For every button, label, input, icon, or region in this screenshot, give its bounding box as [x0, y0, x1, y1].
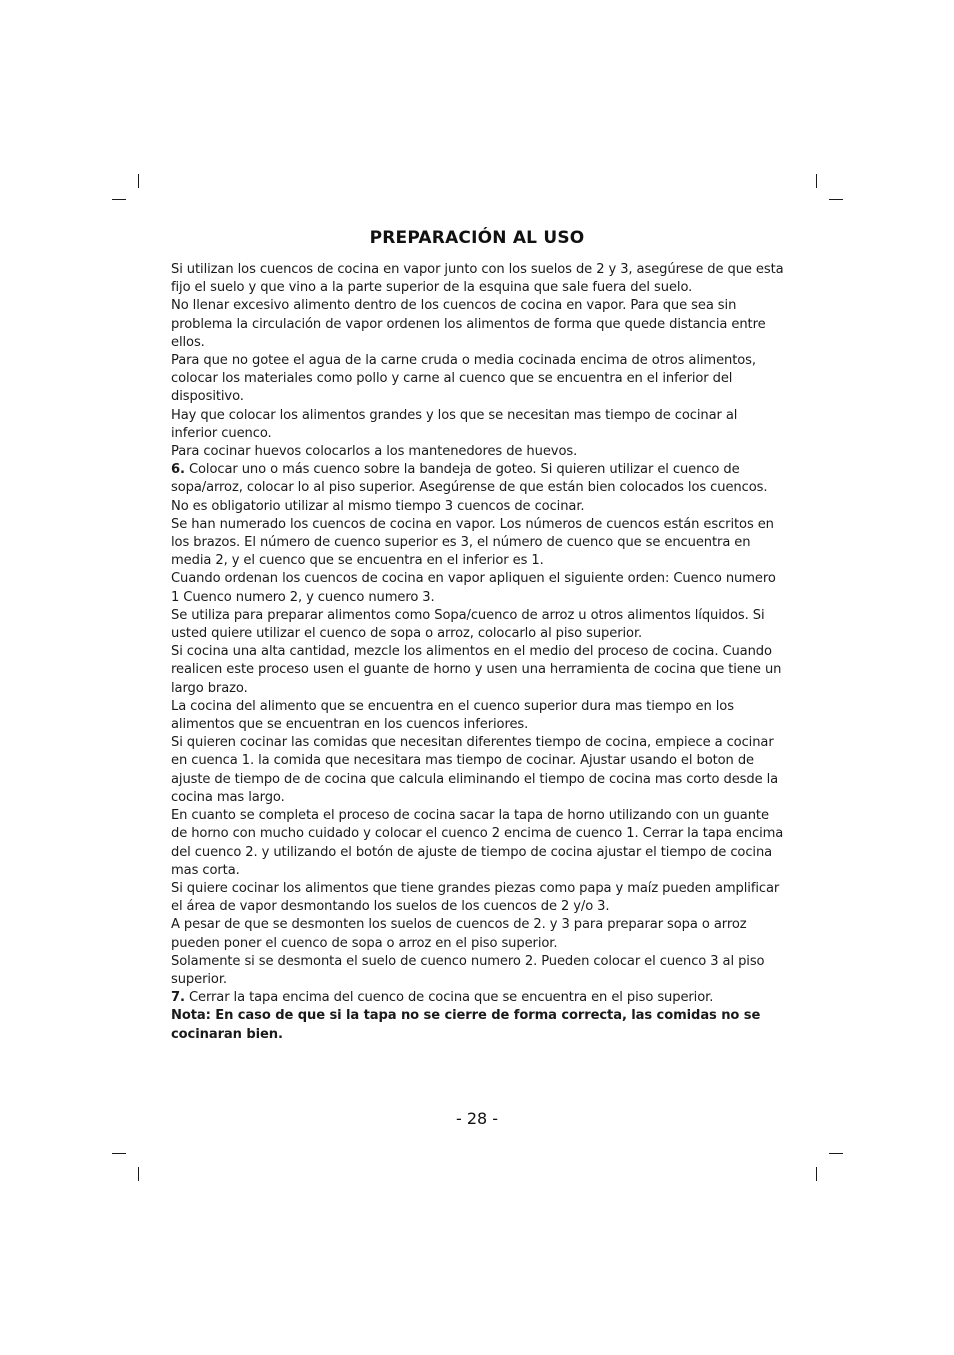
crop-mark-top-left-vertical	[138, 174, 139, 188]
paragraph-text: A pesar de que se desmonten los suelos de cuencos de 2. y 3 para preparar sopa o arroz pueden poner el cuenco de sopa o arroz en el piso superior.	[171, 917, 747, 951]
paragraph	[171, 916, 787, 952]
paragraph	[171, 698, 787, 734]
paragraph	[171, 407, 787, 443]
paragraph	[171, 352, 787, 407]
paragraph	[171, 880, 787, 916]
crop-mark-top-right-vertical	[816, 174, 817, 188]
paragraph-text: Si quieren cocinar las comidas que necesitan diferentes tiempo de cocina, empiece a cocinar en cuenca 1. la comida que necesitara mas tiempo de cocinar. Ajustar usando el boton de ajuste de tiempo de de cocina que calcula eliminando el tiempo de cocina mas corto desde la cocina mas largo.	[171, 735, 779, 805]
page-number: - 28 -	[455, 1109, 499, 1128]
crop-mark-top-left-horizontal	[112, 199, 126, 200]
paragraph	[171, 953, 787, 989]
crop-mark-bottom-left-vertical	[138, 1167, 139, 1181]
paragraph-text: Si utilizan los cuencos de cocina en vapor junto con los suelos de 2 y 3, asegúrese de que esta fijo el suelo y que vino a la parte superior de la esquina que sale fuera del suelo.	[171, 262, 784, 296]
paragraph	[171, 297, 787, 352]
paragraph-text: Para que no gotee el agua de la carne cruda o media cocinada encima de otros alimentos, colocar los materiales como pollo y carne al cuenco que se encuentra en el inferior del dispositivo.	[171, 353, 756, 405]
paragraph	[171, 516, 787, 571]
paragraph-text: No llenar excesivo alimento dentro de los cuencos de cocina en vapor. Para que sea sin problema la circulación de vapor ordenen los alimentos de forma que quede distancia entre ellos.	[171, 298, 766, 350]
paragraph	[171, 443, 787, 461]
paragraph-text: No es obligatorio utilizar al mismo tiempo 3 cuencos de cocinar.	[171, 498, 585, 514]
step-number: 7.	[171, 990, 185, 1006]
crop-mark-bottom-left-horizontal	[112, 1153, 126, 1154]
paragraph	[171, 261, 787, 297]
page-title: PREPARACIÓN AL USO	[369, 228, 585, 248]
paragraph-text: La cocina del alimento que se encuentra en el cuenco superior dura mas tiempo en los alimentos que se encuentran en los cuencos inferiores.	[171, 698, 734, 733]
paragraph	[171, 570, 787, 606]
step-number: 6.	[171, 462, 185, 478]
paragraph-text: Colocar uno o más cuenco sobre la bandeja de goteo. Si quieren utilizar el cuenco de sopa/arroz, colocar lo al piso superior. Asegúrense de que están bien colocados los cuencos.	[171, 462, 768, 496]
paragraph-text: Si cocina una alta cantidad, mezcle los alimentos en el medio del proceso de cocina. Cuando realicen este proceso usen el guante de horno y usen una herramienta de cocina que tiene un largo brazo.	[171, 644, 782, 696]
paragraph-text: Para cocinar huevos colocarlos a los mantenedores de huevos.	[171, 444, 578, 460]
note: Nota: En caso de que si la tapa no se cierre de forma correcta, las comidas no se cocinaran bien.	[171, 1008, 761, 1042]
paragraph-text: Solamente si se desmonta el suelo de cuenco numero 2. Pueden colocar el cuenco 3 al piso superior.	[171, 953, 765, 987]
crop-mark-bottom-right-horizontal	[829, 1153, 843, 1154]
paragraph	[171, 607, 787, 643]
paragraph-step-7	[171, 989, 787, 1007]
paragraph-text: Se han numerado los cuencos de cocina en vapor. Los números de cuencos están escritos en los brazos. El número de cuenco superior es 3, el número de cuenco que se encuentra en media 2, y el cuenco que se encuentra en el inferior es 1.	[171, 516, 774, 569]
paragraph-text: Si quiere cocinar los alimentos que tiene grandes piezas como papa y maíz pueden amplificar el área de vapor desmontando los suelos de los cuencos de 2 y/o 3.	[171, 880, 780, 915]
paragraph-text: En cuanto se completa el proceso de cocina sacar la tapa de horno utilizando con un guante de horno con mucho cuidado y colocar el cuenco 2 encima de cuenco 1. Cerrar la tapa encima del cuenco 2. y utilizando el botón de ajuste de tiempo de cocina ajustar el tiempo de cocina mas corta.	[171, 808, 784, 878]
crop-mark-bottom-right-vertical	[816, 1167, 817, 1181]
crop-mark-top-right-horizontal	[829, 199, 843, 200]
paragraph	[171, 734, 787, 807]
paragraph-text: Se utiliza para preparar alimentos como Sopa/cuenco de arroz u otros alimentos líquidos. Si usted quiere utilizar el cuenco de sopa o arroz, colocarlo al piso superior.	[171, 607, 765, 642]
paragraph-text: Cuando ordenan los cuencos de cocina en vapor apliquen el siguiente orden: Cuenco numero 1 Cuenco numero 2, y cuenco numero 3.	[171, 571, 776, 605]
paragraph	[171, 643, 787, 698]
body-text	[171, 261, 787, 1044]
paragraph	[171, 807, 787, 880]
paragraph	[171, 498, 787, 516]
paragraph-text: Hay que colocar los alimentos grandes y los que se necesitan mas tiempo de cocinar al inferior cuenco.	[171, 407, 738, 441]
paragraph-text: Cerrar la tapa encima del cuenco de cocina que se encuentra en el piso superior.	[184, 990, 714, 1006]
paragraph-step-6	[171, 461, 787, 497]
